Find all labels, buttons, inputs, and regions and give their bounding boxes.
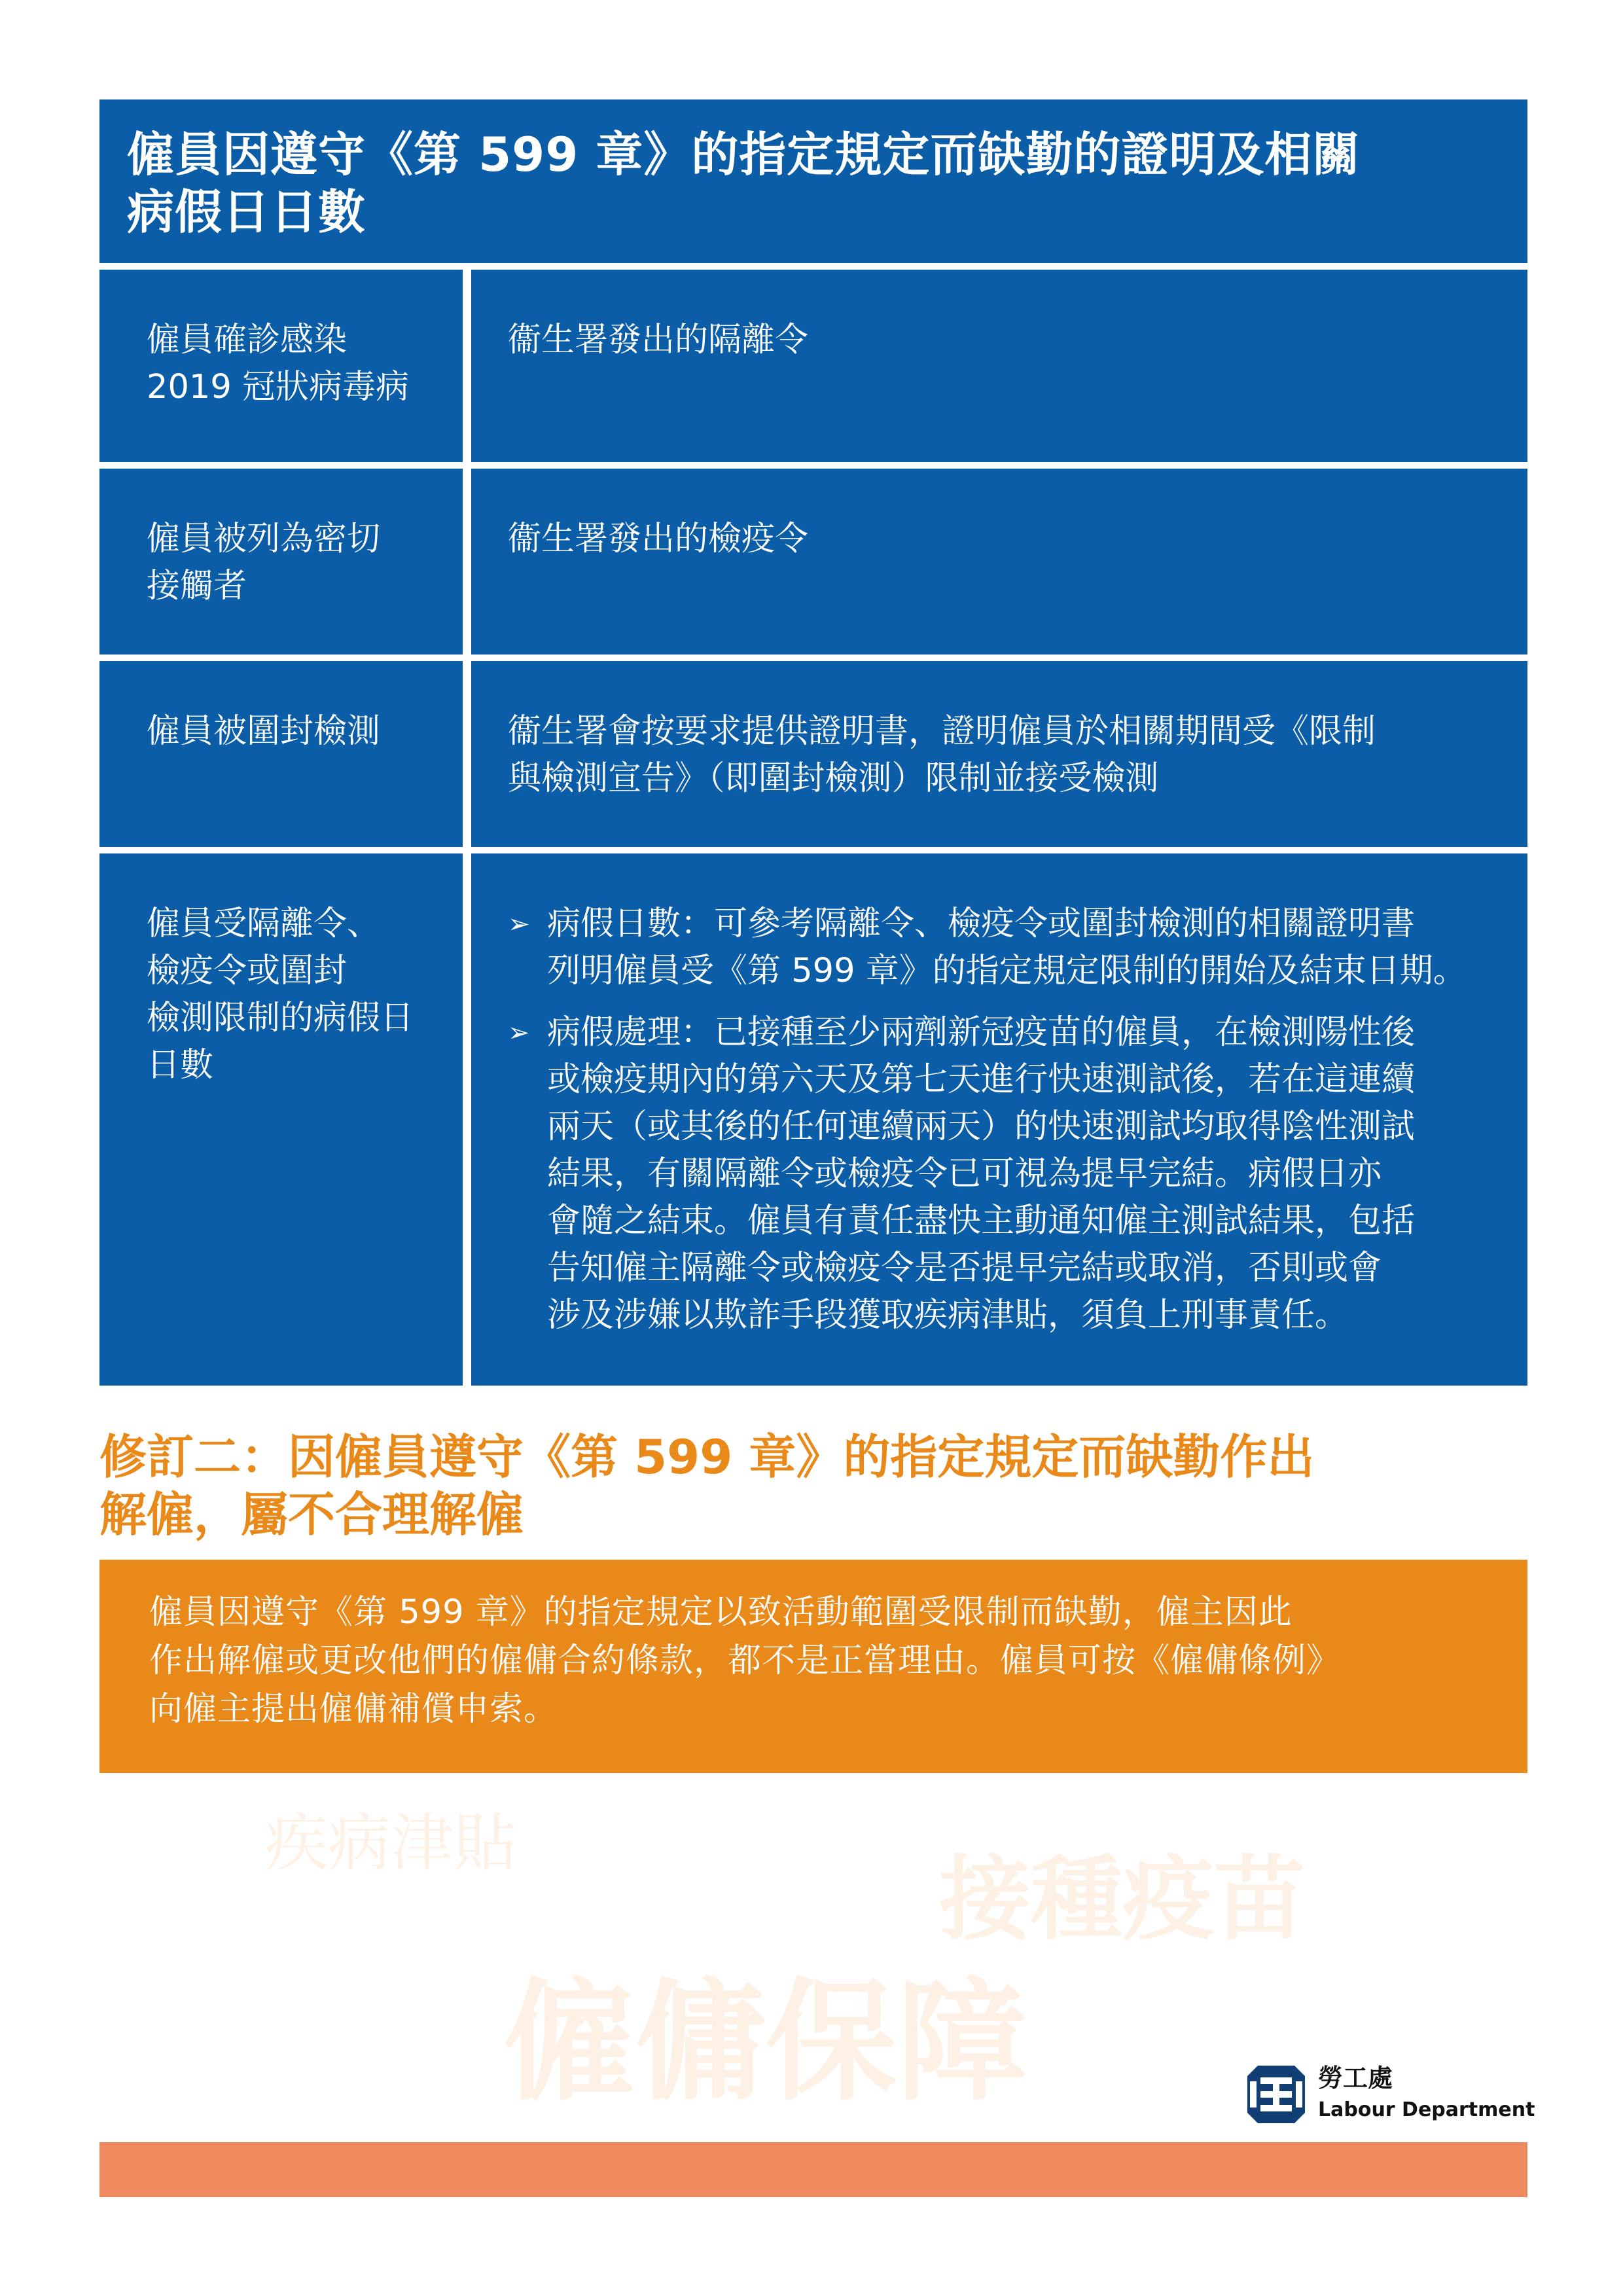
table-row-3-label bbox=[99, 661, 463, 847]
logo-text-zh: 勞工處 bbox=[1318, 2064, 1393, 2092]
footer-bar bbox=[99, 2142, 1527, 2197]
table-text-line: 衞生署發出的隔離令 bbox=[508, 321, 809, 359]
bullet-text-line: 列明僱員受《第 599 章》的指定規定限制的開始及結束日期。 bbox=[547, 952, 1467, 990]
logo-text-en: Labour Department bbox=[1318, 2098, 1535, 2121]
bullet-text-line: 會隨之結束。僱員有責任盡快主動通知僱主測試結果，包括 bbox=[547, 1202, 1416, 1240]
section-body-line: 作出解僱或更改他們的僱傭合約條款，都不是正當理由。僱員可按《僱傭條例》 bbox=[149, 1641, 1341, 1680]
table-text-line: 僱員受隔離令、 bbox=[147, 905, 381, 943]
page-title-line-1: 僱員因遵守《第 599 章》的指定規定而缺勤的證明及相關 bbox=[127, 127, 1361, 182]
labour-department-logo bbox=[1245, 2063, 1533, 2128]
table-row-4-label bbox=[99, 853, 463, 1386]
arrowhead-icon: ➢ bbox=[508, 1018, 530, 1048]
bullet-text-line: 涉及涉嫌以欺詐手段獲取疾病津貼，須負上刑事責任。 bbox=[547, 1296, 1349, 1335]
table-row-3-value bbox=[471, 661, 1527, 847]
bullet-text-line: 告知僱主隔離令或檢疫令是否提早完結或取消，否則或會 bbox=[547, 1249, 1382, 1287]
table-text-line: 衞生署發出的檢疫令 bbox=[508, 520, 809, 558]
labour-department-logo-icon bbox=[1245, 2063, 1308, 2126]
table-text-line: 2019 冠狀病毒病 bbox=[147, 368, 410, 406]
table-row-4-value bbox=[471, 853, 1527, 1386]
section-body-line: 僱員因遵守《第 599 章》的指定規定以致活動範圍受限制而缺勤，僱主因此 bbox=[149, 1593, 1293, 1632]
watermark-sickness-allowance: 疾病津貼 bbox=[265, 1806, 516, 1880]
section-title bbox=[99, 1428, 1527, 1543]
page-title-line-2: 病假日日數 bbox=[127, 185, 366, 240]
table-text-line: 與檢測宣告》（即圍封檢測）限制並接受檢測 bbox=[508, 759, 1159, 798]
table-row-2-label bbox=[99, 469, 463, 655]
table-row-2-value bbox=[471, 469, 1527, 655]
table-row-1-label bbox=[99, 270, 463, 462]
table-text-line: 接觸者 bbox=[147, 567, 247, 605]
table-text-line: 檢測限制的病假日 bbox=[147, 999, 414, 1037]
watermark-employment-protection: 僱傭保障 bbox=[504, 1966, 1028, 2119]
table-text-line: 僱員被圍封檢測 bbox=[147, 712, 381, 751]
section-title-line-1: 修訂二：因僱員遵守《第 599 章》的指定規定而缺勤作出 bbox=[99, 1429, 1315, 1484]
bullet-item-sick-leave-handling bbox=[508, 1009, 1491, 1339]
bullet-text-line: 病假日數：可參考隔離令、檢疫令或圍封檢測的相關證明書 bbox=[547, 905, 1416, 943]
section-title-line-2: 解僱，屬不合理解僱 bbox=[99, 1487, 524, 1542]
bullet-text-line: 兩天（或其後的任何連續兩天）的快速測試均取得陰性測試 bbox=[547, 1107, 1416, 1146]
page-title-box bbox=[99, 99, 1527, 263]
table-row-1-value bbox=[471, 270, 1527, 462]
bullet-text-line: 結果，有關隔離令或檢疫令已可視為提早完結。病假日亦 bbox=[547, 1155, 1382, 1193]
table-text-line: 日數 bbox=[147, 1046, 214, 1085]
bullet-text-line: 或檢疫期內的第六天及第七天進行快速測試後，若在這連續 bbox=[547, 1060, 1416, 1099]
bullet-text-line: 病假處理：已接種至少兩劑新冠疫苗的僱員，在檢測陽性後 bbox=[547, 1013, 1416, 1052]
section-body-line: 向僱主提出僱傭補償申索。 bbox=[149, 1690, 558, 1729]
arrowhead-icon: ➢ bbox=[508, 909, 530, 939]
watermark-vaccination: 接種疫苗 bbox=[939, 1846, 1306, 1953]
table-text-line: 衞生署會按要求提供證明書，證明僱員於相關期間受《限制 bbox=[508, 712, 1376, 751]
bullet-item-sick-leave-days bbox=[508, 901, 1491, 995]
table-text-line: 檢疫令或圍封 bbox=[147, 952, 348, 990]
table-text-line: 僱員被列為密切 bbox=[147, 520, 381, 558]
section-body-box bbox=[99, 1560, 1527, 1773]
table-text-line: 僱員確診感染 bbox=[147, 321, 348, 359]
